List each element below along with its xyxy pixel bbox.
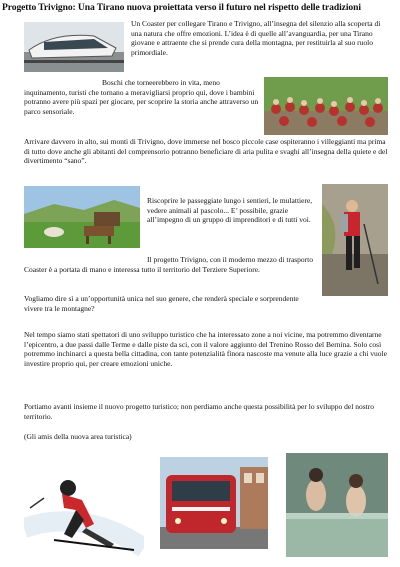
paragraph-7: Nel tempo siamo stati spettatori di uno sviluppo turistico che ha interessato zone a noi vicine, ma potremmo diventarne l’epicentro, a due passi dalle Terme e dalle piste da sci, con il valore aggiunto del Trenino Rosso del Bernina. Solo così potremmo inchinarci a questa bella cittadina, con tante potenzialità finora nascoste ma venute alla luce grazie a chi vuole investire proprio qui, per creare emozioni uniche.	[24, 330, 387, 368]
paragraph-3: Arrivare davvero in alto, sui monti di Trivigno, dove immerse nel bosco piccole case ospiteranno i villeggianti ma prima di tutto dove anche gli abitanti del comprensorio potranno beneficiare di aria pulita e svaghi all’insegna della quiete e del divertimento “sano”.	[24, 137, 388, 166]
page-title: Progetto Trivigno: Una Tirano nuova proiettata verso il futuro nel rispetto delle tradizioni	[2, 2, 361, 13]
coaster-photo	[24, 22, 124, 72]
paragraph-1: Un Coaster per collegare Tirano e Trivigno, all’insegna del silenzio alla scoperta di una natura che offre emozioni. L’idea è di quelle all’avanguardia, per una Tirano giovane e attraente che si prende cura della montagna, per restituirla al suo ruolo primordiale.	[131, 19, 381, 57]
paragraph-2: Boschi che torneerebbero in vita, meno inquinamento, turisti che tornano a meravigliarsi proprio qui, dove i bambini potranno avere più spazi per giocare, per scoprire la storia anche attraverso un parco sensoriale.	[24, 78, 259, 116]
hiker-photo	[322, 184, 388, 296]
horses-meadow-photo	[24, 186, 140, 248]
paragraph-8: Portiamo avanti insieme il nuovo progetto turistico; non perdiamo anche questa possibilità per lo sviluppo del nostro territorio.	[24, 402, 374, 421]
paragraph-9: (Gli amis della nuova area turistica)	[24, 432, 132, 441]
thermal-spa-photo	[286, 453, 388, 557]
paragraph-6: Vogliamo dire sì a un’opportunità unica nel suo genere, che renderà speciale e sorprendente vivere tra le montagne?	[24, 294, 299, 313]
paragraph-5: Il progetto Trivigno, con il moderno mezzo di trasporto Coaster è a portata di mano e interessa tutto il territorio del Terziere Superiore.	[24, 255, 314, 274]
red-train-photo	[160, 457, 268, 549]
skier-photo	[24, 468, 144, 558]
paragraph-4: Riscoprire le passeggiate lungo i sentieri, le mulattiere, vedere animali al pascolo... E’ possibile, grazie all’impegno di un gruppo di imprenditori e di tutti voi.	[147, 196, 313, 225]
children-group-photo	[264, 77, 388, 135]
